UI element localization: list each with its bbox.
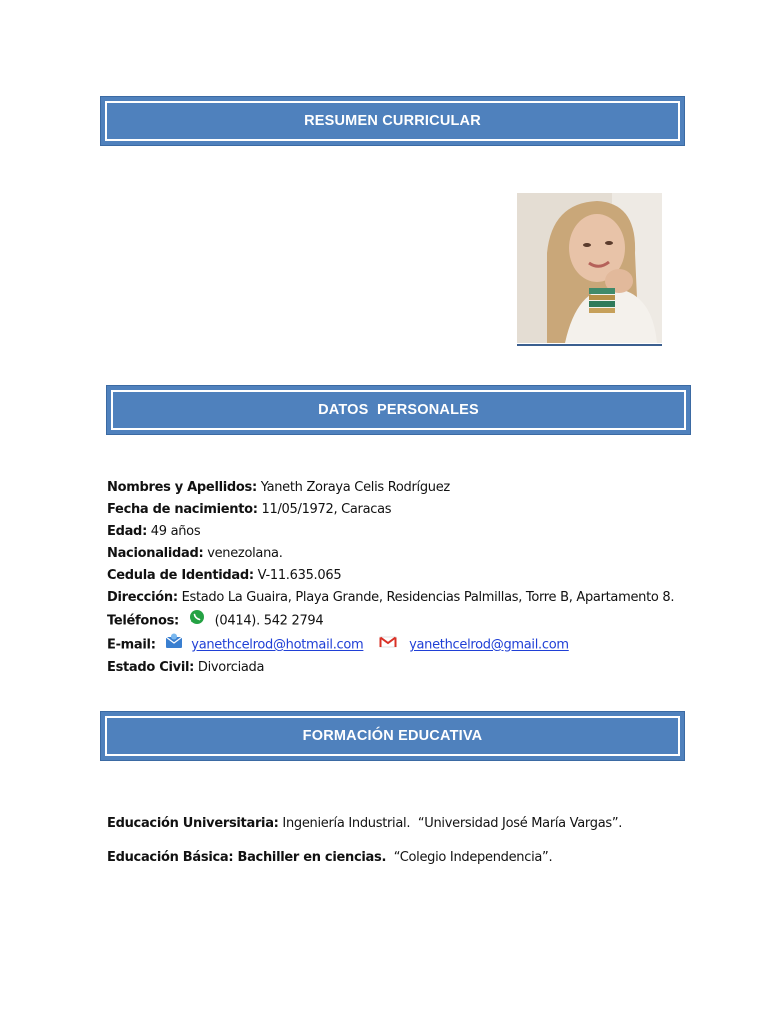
direccion-value: Estado La Guaira, Playa Grande, Residencias Palmillas, Torre B, Apartamento 8. <box>177 590 675 605</box>
mail-icon <box>165 633 183 657</box>
email-row <box>107 633 674 657</box>
edad-row <box>107 521 674 543</box>
universitaria-value: Ingeniería Industrial. “Universidad José María Vargas”. <box>278 816 623 831</box>
email-label: E-mail: <box>107 637 156 653</box>
basica-label: Educación Básica: Bachiller en ciencias. <box>107 850 387 865</box>
direccion-row <box>107 587 674 609</box>
estado-civil-row <box>107 657 674 679</box>
universitaria-label: Educación Universitaria: <box>107 816 279 831</box>
cedula-label: Cedula de Identidad: <box>107 568 254 583</box>
banner-formacion-educativa <box>100 711 685 761</box>
banner-datos-personales <box>106 385 691 435</box>
estado-civil-label: Estado Civil: <box>107 660 195 675</box>
basica-value: “Colegio Independencia”. <box>386 850 553 865</box>
nombres-label: Nombres y Apellidos: <box>107 480 257 495</box>
nombres-row <box>107 477 674 499</box>
banner-resumen-curricular <box>100 96 685 146</box>
edad-value: 49 años <box>146 524 201 539</box>
fecha-value: 11/05/1972, Caracas <box>257 502 392 517</box>
estado-civil-value: Divorciada <box>194 660 265 675</box>
banner-formacion-title: FORMACIÓN EDUCATIVA <box>105 716 680 756</box>
banner-datos-title: DATOS PERSONALES <box>111 390 686 430</box>
nacionalidad-label: Nacionalidad: <box>107 546 204 561</box>
telefonos-row <box>107 609 674 633</box>
nacionalidad-value: venezolana. <box>203 546 283 561</box>
education-basica <box>107 847 552 869</box>
banner-resumen-title: RESUMEN CURRICULAR <box>105 101 680 141</box>
education-universitaria <box>107 813 622 835</box>
whatsapp-icon <box>189 609 205 633</box>
nombres-value: Yaneth Zoraya Celis Rodríguez <box>256 480 450 495</box>
cedula-row <box>107 565 674 587</box>
profile-photo <box>517 193 662 343</box>
personal-info <box>107 477 674 679</box>
direccion-label: Dirección: <box>107 590 178 605</box>
photo-underline <box>517 344 662 346</box>
email-hotmail-link[interactable]: yanethcelrod@hotmail.com <box>191 637 364 653</box>
fecha-label: Fecha de nacimiento: <box>107 502 258 517</box>
edad-label: Edad: <box>107 524 147 539</box>
gmail-icon <box>379 634 397 656</box>
email-gmail-link[interactable]: yanethcelrod@gmail.com <box>409 637 569 653</box>
fecha-row <box>107 499 674 521</box>
cedula-value: V-11.635.065 <box>253 568 342 583</box>
telefonos-value: (0414). 542 2794 <box>214 613 324 629</box>
telefonos-label: Teléfonos: <box>107 613 179 629</box>
nacionalidad-row <box>107 543 674 565</box>
